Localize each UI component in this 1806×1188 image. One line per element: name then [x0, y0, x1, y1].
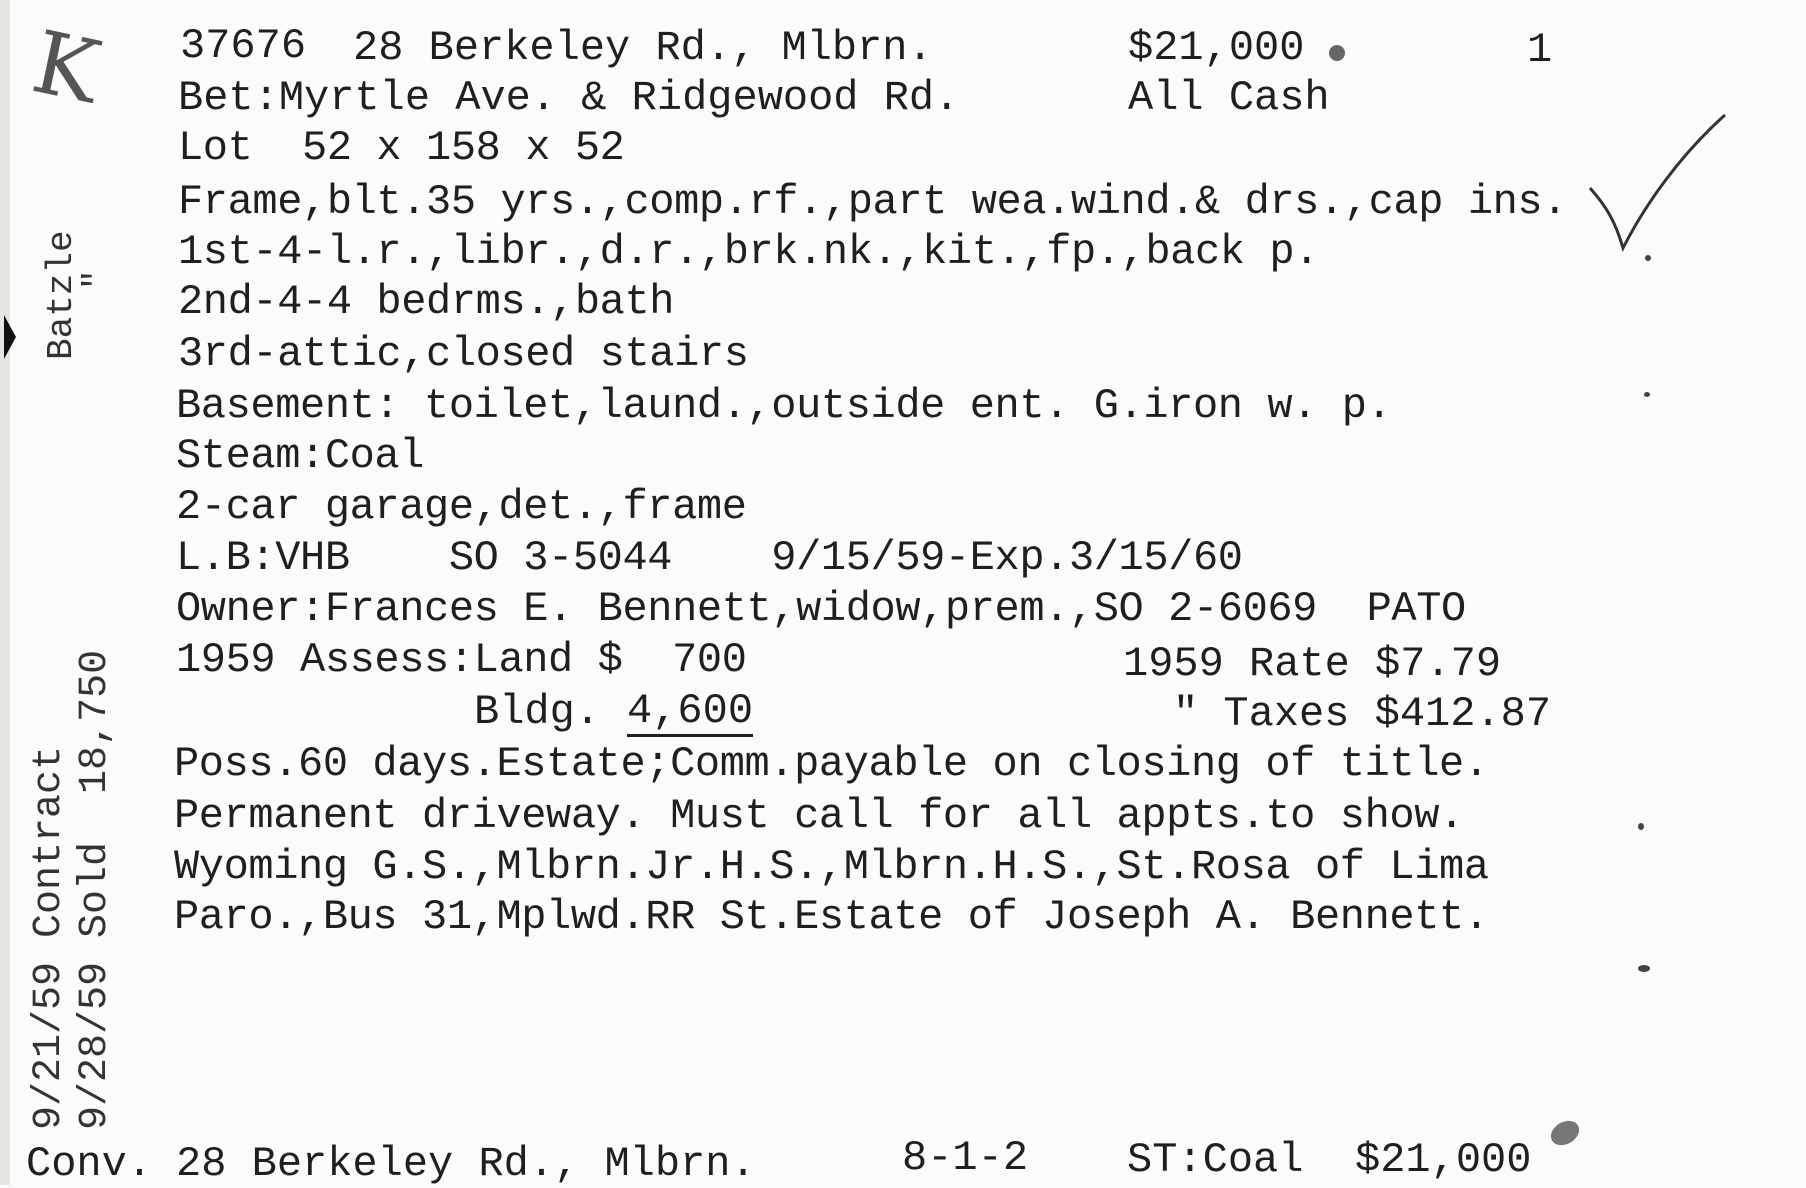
- footer-price: $21,000: [1355, 1136, 1532, 1184]
- third-floor-line: 3rd-attic,closed stairs: [178, 330, 749, 378]
- footer-heat: ST:Coal: [1127, 1136, 1304, 1184]
- lot-size: Lot 52 x 158 x 52: [178, 124, 625, 172]
- ink-dot: [1547, 1116, 1584, 1150]
- parish-line: Paro.,Bus 31,Mplwd.RR St.Estate of Joseph A. Bennett.: [174, 893, 1489, 941]
- ink-dot: [1645, 255, 1651, 261]
- assessment-bldg-label: Bldg.: [474, 688, 626, 736]
- taxes: " Taxes $412.87: [1173, 690, 1552, 738]
- heat-line: Steam:Coal: [176, 432, 425, 480]
- footer-type: Conv.: [26, 1140, 153, 1188]
- basement-line: Basement: toilet,laund.,outside ent. G.iron w. p.: [176, 382, 1392, 430]
- listing-broker-line: L.B:VHB SO 3-5044 9/15/59-Exp.3/15/60: [176, 534, 1243, 582]
- ink-dot: [1638, 965, 1650, 972]
- check-mark-icon: [1585, 110, 1735, 260]
- agent-ditto: ": [79, 269, 117, 290]
- construction-line: Frame,blt.35 yrs.,comp.rf.,part wea.wind.& drs.,cap ins.: [178, 178, 1568, 226]
- ink-dot: [1644, 392, 1650, 397]
- card-number: 1: [1527, 26, 1553, 74]
- agent-name: Batzle: [41, 230, 82, 360]
- ink-dot: [1329, 45, 1345, 61]
- first-floor-line: 1st-4-l.r.,libr.,d.r.,brk.nk.,kit.,fp.,back p.: [178, 228, 1319, 276]
- handwritten-initial: K: [24, 12, 108, 124]
- assessment-land: 1959 Assess:Land $ 700: [176, 636, 747, 684]
- second-floor-line: 2nd-4-4 bedrms.,bath: [178, 278, 675, 326]
- tax-rate: 1959 Rate $7.79: [1123, 640, 1502, 688]
- card-edge: [0, 0, 10, 1185]
- possession-line: Poss.60 days.Estate;Comm.payable on closing of title.: [174, 740, 1489, 788]
- sold-note: 9/28/59 Sold 18,750: [73, 649, 118, 1130]
- header-address: 28 Berkeley Rd., Mlbrn.: [353, 24, 933, 72]
- ink-dot: [1638, 823, 1644, 830]
- header-price: $21,000: [1128, 24, 1305, 72]
- driveway-line: Permanent driveway. Must call for all appts.to show.: [174, 792, 1464, 840]
- payment-terms: All Cash: [1128, 74, 1330, 122]
- contract-note: 9/21/59 Contract: [27, 745, 72, 1130]
- garage-line: 2-car garage,det.,frame: [176, 483, 747, 531]
- footer-code: 8-1-2: [902, 1134, 1029, 1182]
- owner-line: Owner:Frances E. Bennett,widow,prem.,SO 2-6069 PATO: [176, 585, 1466, 633]
- footer-address: 28 Berkeley Rd., Mlbrn.: [176, 1140, 756, 1188]
- card-edge-mark: [4, 315, 16, 359]
- schools-line: Wyoming G.S.,Mlbrn.Jr.H.S.,Mlbrn.H.S.,St.Rosa of Lima: [174, 843, 1489, 891]
- assessment-bldg-value: 4,600: [627, 687, 754, 735]
- cross-streets: Bet:Myrtle Ave. & Ridgewood Rd.: [178, 74, 960, 122]
- listing-number: 37676: [180, 22, 307, 70]
